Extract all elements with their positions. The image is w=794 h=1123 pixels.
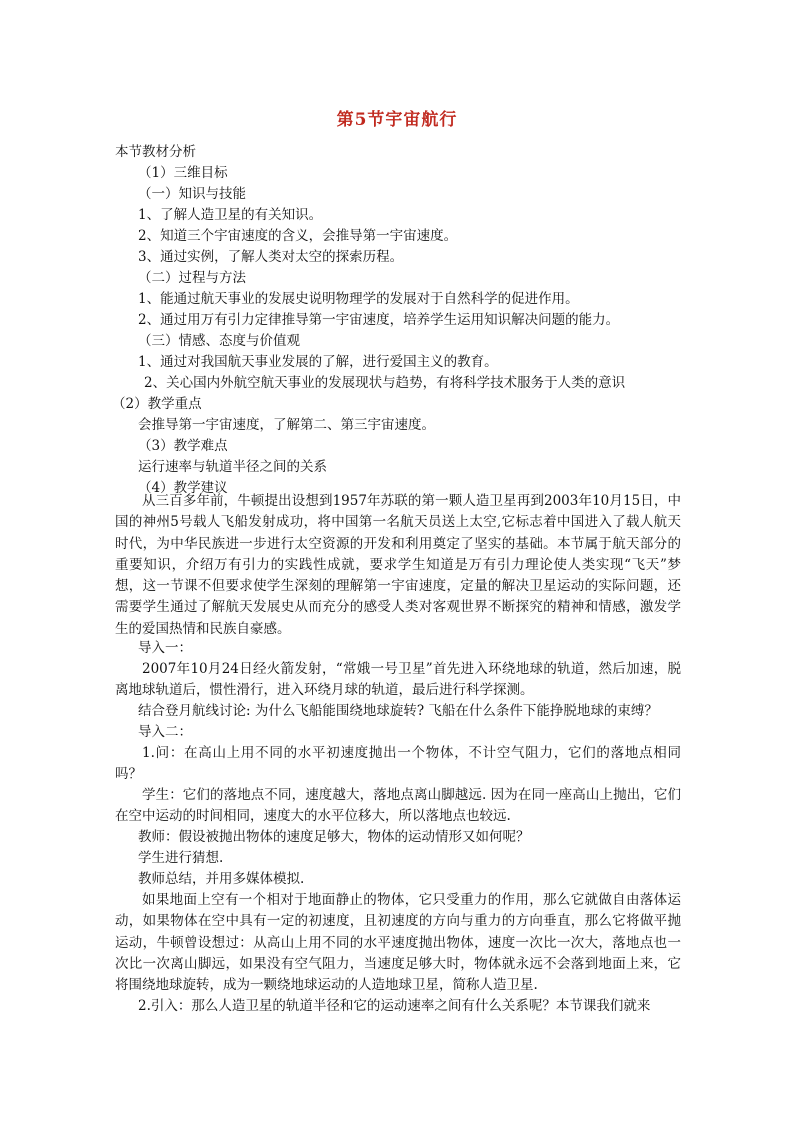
section-heading-analysis: 本节教材分析 [115,144,196,160]
body-line: 教师总结，并用多媒体模拟. [138,871,305,887]
list-item: 1、通过对我国航天事业发展的了解，进行爱国主义的教育。 [138,354,498,370]
list-item: 2、知道三个宇宙速度的含义，会推导第一宇宙速度。 [138,228,458,244]
paragraph-intro-one: 2007年10月24日经火箭发射，“常娥一号卫星”首先进入环绕地球的轨道，然后加速，脱离地球轨道后，惯性滑行，进入环绕月球的轨道，最后进行科学探测。 [115,661,681,699]
body-line: 结合登月航线讨论: 为什么飞船能围绕地球旋转? 飞船在什么条件下能挣脱地球的束缚？ [138,703,658,719]
body-line: 学生进行猜想. [138,850,224,866]
intro-one-label: 导入一： [138,640,192,656]
page-title: 第5节宇宙航行 [336,110,458,130]
subheading-values: （三）情感、态度与价值观 [138,333,300,349]
subheading-knowledge: （一）知识与技能 [138,186,246,202]
subheading-suggestions: （4）教学建议 [138,480,228,496]
body-line: 会推导第一宇宙速度，了解第二、第三宇宙速度。 [138,417,435,433]
list-item: 2、通过用万有引力定律推导第一宇宙速度，培养学生运用知识解决问题的能力。 [138,312,620,328]
list-item: 3、通过实例，了解人类对太空的探索历程。 [138,249,404,265]
body-line: 运行速率与轨道半径之间的关系 [138,459,327,475]
subheading-process: （二）过程与方法 [138,270,246,286]
intro-two-label: 导入二： [138,724,192,740]
paragraph-background: 从三百多年前，牛顿提出设想到1957年苏联的第一颗人造卫星再到2003年10月15日，中国的神州5号载人飞船发射成功，将中国第一名航天员送上太空,它标志着中国进入了载人航天时代，为中华民族进一步进行太空资源的开发和利用奠定了坚实的基础。本节属于航天部分的重要知识，介绍万有引力的实践性成就，要求学生知道是万有引力理论使人类实现“飞天”梦想，这一节课不但要求使学生深刻的理解第一宇宙速度，定量的解决卫星运动的实际问题，还需要学生通过了解航天发展史从而充分的感受人类对客观世界不断探究的精神和情感，激发学生的爱国热情和民族自豪感。 [115,493,681,637]
body-line: 2.引入：那么人造卫星的轨道半径和它的运动速率之间有什么关系呢？本节课我们就来 [138,998,651,1014]
paragraph-question: 1.问：在高山上用不同的水平初速度抛出一个物体，不计空气阻力，它们的落地点相同吗？ [115,745,681,783]
list-item: 2、关心国内外航空航天事业的发展现状与趋势，有将科学技术服务于人类的意识 [144,375,626,391]
subheading-difficulties: （3）教学难点 [138,438,228,454]
list-item: 1、了解人造卫星的有关知识。 [138,207,323,223]
paragraph-student-answer: 学生：它们的落地点不同，速度越大，落地点离山脚越远. 因为在同一座高山上抛出，它们在空中运动的时间相同，速度大的水平位移大，所以落地点也较远. [115,787,681,825]
list-item: 1、能通过航天事业的发展史说明物理学的发展对于自然科学的促进作用。 [138,291,579,307]
subheading-objectives: （1）三维目标 [138,165,228,181]
body-line: 教师：假设被抛出物体的速度足够大，物体的运动情形又如何呢？ [138,829,530,845]
subheading-key-points: （2）教学重点 [112,396,202,412]
paragraph-summary: 如果地面上空有一个相对于地面静止的物体，它只受重力的作用，那么它就做自由落体运动，如果物体在空中具有一定的初速度，且初速度的方向与重力的方向垂直，那么它将做平抛运动，牛顿曾设想过：从高山上用不同的水平速度抛出物体，速度一次比一次大，落地点也一次比一次离山脚远，如果没有空气阻力，当速度足够大时，物体就永远不会落到地面上来，它将围绕地球旋转，成为一颗绕地球运动的人造地球卫星，简称人造卫星. [115,892,681,994]
